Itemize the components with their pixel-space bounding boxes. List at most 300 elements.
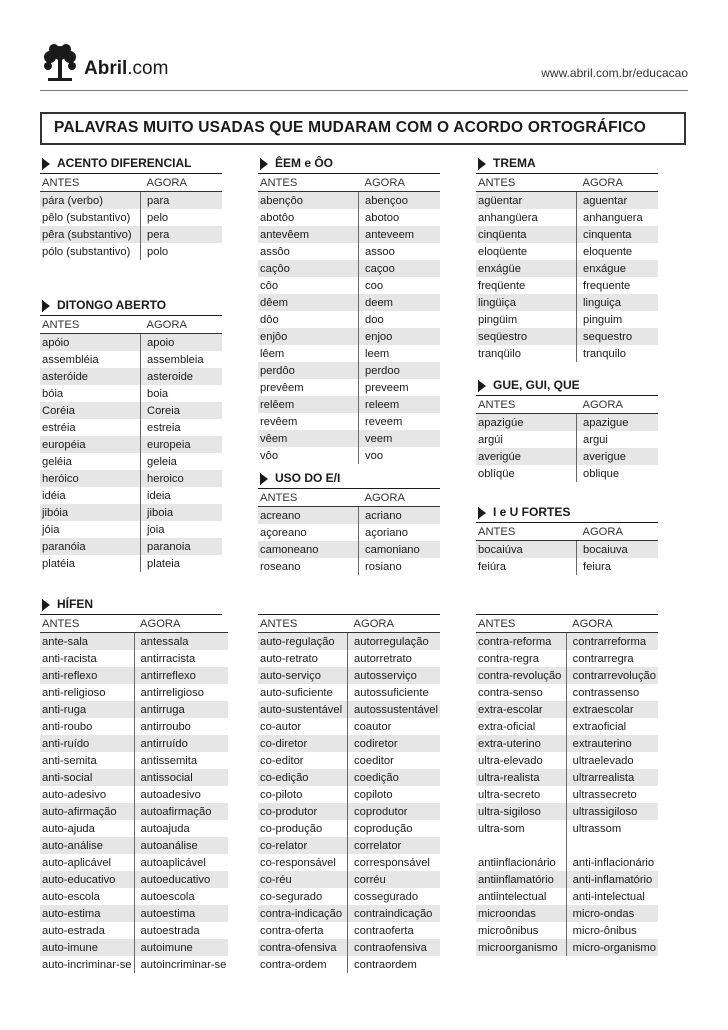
column-header-row — [40, 615, 228, 633]
word-after: autoanálise — [134, 837, 228, 854]
heading-arrow-icon — [260, 158, 268, 170]
word-after: bocaiuva — [577, 541, 659, 559]
column-header-antes: ANTES — [476, 523, 577, 541]
word-after: polo — [141, 243, 223, 260]
word-before: auto-estima — [40, 905, 134, 922]
word-before: pêlo (substantivo) — [42, 211, 131, 224]
word-before: anti-ruído — [40, 735, 134, 752]
word-after: plateia — [141, 555, 223, 572]
table-row — [476, 905, 658, 922]
site-url[interactable]: www.abril.com.br/educacao — [541, 66, 688, 80]
section-heading — [476, 155, 658, 173]
word-before: vôo — [260, 449, 279, 462]
table-row — [476, 431, 658, 448]
word-after: Coreia — [141, 402, 223, 419]
table-row — [258, 803, 440, 820]
word-before: paranóia — [40, 538, 141, 555]
word-after: contraindicação — [348, 905, 440, 922]
word-after: antessala — [134, 633, 228, 651]
word-after: extraoficial — [566, 718, 658, 735]
word-after: coeditor — [348, 752, 440, 769]
section-trema — [476, 155, 658, 362]
word-before: anti-ruga — [40, 701, 134, 718]
word-after: autoeducativo — [134, 871, 228, 888]
word-before: contra-revolução — [476, 667, 566, 684]
section-gue-gui-que — [476, 377, 658, 482]
word-after: assoo — [359, 243, 441, 260]
word-after: preveem — [359, 379, 441, 396]
table-row — [258, 888, 440, 905]
table-row — [40, 419, 222, 436]
section-title: DITONGO ABERTO — [57, 298, 167, 312]
table-row — [258, 447, 440, 464]
column-header-row — [258, 174, 440, 192]
section-hifen-col3 — [476, 614, 658, 956]
column-header-antes: ANTES — [476, 396, 577, 414]
word-table — [258, 174, 440, 464]
table-row — [40, 504, 222, 521]
section-uso-e-i — [258, 470, 440, 575]
word-before: antiinflacionário — [478, 856, 556, 869]
word-after: anti-inflamatório — [566, 871, 658, 888]
table-row — [476, 735, 658, 752]
word-after: autoafirmação — [134, 803, 228, 820]
word-before: contra-senso — [478, 686, 543, 699]
section-title: ÊEM e ÔO — [275, 156, 334, 170]
word-before: antevêem — [258, 226, 359, 243]
column-header-row — [258, 489, 440, 507]
section-heading — [40, 155, 222, 173]
word-after: argui — [577, 431, 659, 448]
word-after: jiboia — [141, 504, 223, 521]
column-header-antes: ANTES — [476, 615, 566, 633]
table-row — [40, 939, 228, 956]
table-row — [476, 541, 658, 559]
table-row — [258, 871, 440, 888]
word-after: antissemita — [134, 752, 228, 769]
table-row — [476, 226, 658, 243]
word-after: geleia — [141, 453, 223, 470]
word-after: antirracista — [134, 650, 228, 667]
word-after: ultrassigiloso — [566, 803, 658, 820]
table-row — [258, 939, 440, 956]
table-row — [40, 735, 228, 752]
word-before: jóia — [42, 523, 60, 536]
word-table — [40, 615, 228, 973]
word-after: antirreflexo — [134, 667, 228, 684]
table-row — [258, 192, 440, 210]
word-before: auto-escola — [42, 890, 100, 903]
table-row — [476, 209, 658, 226]
word-after: contraofensiva — [348, 939, 440, 956]
word-table — [40, 174, 222, 260]
word-after: micro-ondas — [566, 905, 658, 922]
section-heading — [258, 155, 440, 173]
word-after: assembleia — [141, 351, 223, 368]
word-before: auto-regulação — [258, 633, 348, 651]
table-row — [258, 922, 440, 939]
table-row — [40, 905, 228, 922]
section-heading — [476, 377, 658, 395]
word-before: co-produção — [260, 822, 323, 835]
heading-arrow-icon — [42, 158, 50, 170]
word-table — [476, 615, 658, 956]
word-before: apazigúe — [476, 414, 577, 432]
table-row — [40, 650, 228, 667]
word-before: roseano — [260, 560, 301, 573]
table-row — [258, 905, 440, 922]
column-header-row — [258, 615, 440, 633]
heading-arrow-icon — [260, 473, 268, 485]
word-after: paranoia — [141, 538, 223, 555]
word-after: autoescola — [134, 888, 228, 905]
word-before: contra-reforma — [476, 633, 566, 651]
word-after: coautor — [348, 718, 440, 735]
column-header-row — [476, 174, 658, 192]
section-title: GUE, GUI, QUE — [493, 378, 580, 392]
word-after: aguentar — [577, 192, 659, 210]
word-before: ultra-realista — [476, 769, 566, 786]
word-after: antissocial — [134, 769, 228, 786]
table-row — [476, 701, 658, 718]
word-after: coedição — [348, 769, 440, 786]
column-header-antes: ANTES — [476, 174, 577, 192]
table-row — [40, 718, 228, 735]
word-before: ultra-som — [478, 822, 525, 835]
word-after: contraordem — [348, 956, 440, 973]
word-before: extra-uterino — [476, 735, 566, 752]
table-row — [258, 328, 440, 345]
abril-logo[interactable] — [40, 42, 200, 86]
table-row — [258, 430, 440, 447]
word-before: co-relator — [258, 837, 348, 854]
word-after: caçoo — [359, 260, 441, 277]
word-before: eloqüente — [478, 245, 528, 258]
table-row — [258, 294, 440, 311]
table-row — [476, 871, 658, 888]
word-after: extraescolar — [566, 701, 658, 718]
word-before: co-réu — [258, 871, 348, 888]
word-before: averigúe — [476, 448, 577, 465]
table-row — [258, 684, 440, 701]
column-header-antes: ANTES — [258, 489, 359, 507]
word-before: contra-oferta — [260, 924, 324, 937]
word-before: acreano — [258, 507, 359, 525]
word-before: co-produtor — [258, 803, 348, 820]
word-before: microondas — [476, 905, 566, 922]
word-before: anti-racista — [42, 652, 97, 665]
table-row — [258, 820, 440, 837]
section-eem-oo — [258, 155, 440, 464]
word-after: para — [141, 192, 223, 210]
word-before: anti-social — [40, 769, 134, 786]
word-after: tranquilo — [577, 345, 659, 362]
table-row — [476, 345, 658, 362]
table-row — [258, 524, 440, 541]
word-before: auto-incriminar-se — [42, 958, 132, 971]
table-row — [40, 385, 222, 402]
table-row — [258, 837, 440, 854]
word-before: apóio — [40, 334, 141, 352]
word-before: idéia — [42, 489, 66, 502]
word-after: contrarreforma — [566, 633, 658, 651]
table-row — [40, 769, 228, 786]
heading-arrow-icon — [478, 380, 486, 392]
section-title: HÍFEN — [57, 597, 93, 611]
logo-suffix: .com — [127, 58, 169, 79]
column-header-agora: AGORA — [134, 615, 228, 633]
table-row — [476, 837, 658, 854]
word-before: contra-ofensiva — [258, 939, 348, 956]
word-before: contra-regra — [478, 652, 539, 665]
table-row — [40, 368, 222, 385]
word-after: feiura — [577, 558, 659, 575]
table-row — [258, 345, 440, 362]
word-before: prevêem — [260, 381, 304, 394]
word-before: auto-aplicável — [42, 856, 112, 869]
word-before: co-edição — [258, 769, 348, 786]
table-row — [40, 436, 222, 453]
word-after: contraoferta — [348, 922, 440, 939]
word-table — [476, 396, 658, 482]
word-after: cossegurado — [348, 888, 440, 905]
word-after: antirreligioso — [134, 684, 228, 701]
table-row — [258, 541, 440, 558]
heading-arrow-icon — [478, 507, 486, 519]
table-row — [258, 701, 440, 718]
section-heading — [258, 470, 440, 488]
word-after: sequestro — [577, 328, 659, 345]
word-after: coprodução — [348, 820, 440, 837]
table-row — [476, 192, 658, 210]
column-header-agora: AGORA — [359, 174, 441, 192]
word-after: autoaplicável — [134, 854, 228, 871]
word-before: seqüestro — [476, 328, 577, 345]
table-row — [258, 667, 440, 684]
table-row — [476, 667, 658, 684]
table-row — [476, 786, 658, 803]
word-after: antirruga — [134, 701, 228, 718]
word-before: auto-adesivo — [42, 788, 107, 801]
word-after: deem — [359, 294, 441, 311]
word-after: voo — [359, 447, 441, 464]
table-row — [258, 735, 440, 752]
word-after: ultraelevado — [566, 752, 658, 769]
word-before: oblíqüe — [478, 467, 515, 480]
table-row — [40, 684, 228, 701]
word-after: estreia — [141, 419, 223, 436]
word-before: européia — [40, 436, 141, 453]
word-before: revêem — [260, 415, 298, 428]
word-before: pêra (substantivo) — [40, 226, 141, 243]
word-after: micro-ônibus — [566, 922, 658, 939]
word-after: rosiano — [359, 558, 441, 575]
word-after: releem — [359, 396, 441, 413]
word-after: anhanguera — [577, 209, 659, 226]
table-row — [258, 507, 440, 525]
word-after: ultrassecreto — [566, 786, 658, 803]
word-before: cinqüenta — [476, 226, 577, 243]
table-row — [40, 871, 228, 888]
word-before: abençôo — [258, 192, 359, 210]
word-before: co-editor — [260, 754, 304, 767]
word-after: corréu — [348, 871, 440, 888]
word-before: geléia — [42, 455, 72, 468]
table-row — [258, 718, 440, 735]
word-after: autoestima — [134, 905, 228, 922]
page-title: PALAVRAS MUITO USADAS QUE MUDARAM COM O ACORDO ORTOGRÁFICO — [54, 119, 646, 136]
word-before: freqüente — [478, 279, 526, 292]
column-header-antes: ANTES — [40, 174, 141, 192]
table-row — [476, 277, 658, 294]
section-hifen — [40, 596, 227, 973]
word-table — [40, 316, 222, 572]
word-before: feiúra — [478, 560, 506, 573]
heading-arrow-icon — [478, 158, 486, 170]
word-after: ideia — [141, 487, 223, 504]
word-after: abotoo — [359, 209, 441, 226]
word-before: ultra-sigiloso — [476, 803, 566, 820]
column-header-agora: AGORA — [348, 615, 440, 633]
column-header-agora: AGORA — [141, 316, 223, 334]
table-row — [476, 718, 658, 735]
table-row — [476, 650, 658, 667]
word-before: auto-estrada — [42, 924, 105, 937]
word-after: autoincriminar-se — [134, 956, 228, 973]
table-row — [258, 260, 440, 277]
word-after: autorregulação — [348, 633, 440, 651]
table-row — [40, 470, 222, 487]
table-row — [476, 448, 658, 465]
word-after: pelo — [141, 209, 223, 226]
word-before: platéia — [42, 557, 75, 570]
table-row — [258, 311, 440, 328]
word-after: anteveem — [359, 226, 441, 243]
word-after: contrarrevolução — [566, 667, 658, 684]
tree-logo-icon — [40, 42, 80, 84]
word-before: anti-reflexo — [40, 667, 134, 684]
table-row — [476, 558, 658, 575]
table-row — [40, 453, 222, 470]
word-before: heróico — [40, 470, 141, 487]
word-before: açoreano — [260, 526, 307, 539]
column-header-antes: ANTES — [40, 316, 141, 334]
word-before: bóia — [42, 387, 64, 400]
word-after: europeia — [141, 436, 223, 453]
table-row — [40, 351, 222, 368]
table-row — [258, 209, 440, 226]
word-before: co-piloto — [260, 788, 303, 801]
table-row — [258, 633, 440, 651]
word-before: extra-escolar — [476, 701, 566, 718]
column-header-antes: ANTES — [258, 615, 348, 633]
word-after: extrauterino — [566, 735, 658, 752]
table-row — [476, 854, 658, 871]
section-title: USO DO E/I — [275, 471, 341, 485]
table-row — [476, 939, 658, 956]
word-after: camoniano — [359, 541, 441, 558]
word-after: averigue — [577, 448, 659, 465]
word-before: camoneano — [258, 541, 359, 558]
word-before: co-diretor — [258, 735, 348, 752]
word-before: co-segurado — [260, 890, 323, 903]
word-before: assôo — [260, 245, 290, 258]
column-header-agora: AGORA — [577, 523, 659, 541]
table-row — [258, 413, 440, 430]
table-row — [40, 633, 228, 651]
section-i-u-fortes — [476, 504, 658, 575]
table-row — [40, 667, 228, 684]
table-row — [40, 487, 222, 504]
word-before: microônibus — [478, 924, 539, 937]
word-after: contrassenso — [566, 684, 658, 701]
word-after: eloquente — [577, 243, 659, 260]
word-after: correlator — [348, 837, 440, 854]
word-before: contra-ordem — [260, 958, 327, 971]
column-header-agora: AGORA — [577, 174, 659, 192]
word-before: auto-análise — [40, 837, 134, 854]
word-before: pára (verbo) — [40, 192, 141, 210]
column-header-row — [40, 174, 222, 192]
word-before: lingüiça — [476, 294, 577, 311]
word-after: corresponsável — [348, 854, 440, 871]
word-before: extra-oficial — [478, 720, 536, 733]
word-after: pera — [141, 226, 223, 243]
table-row — [258, 226, 440, 243]
table-row — [476, 752, 658, 769]
word-before — [476, 837, 566, 854]
section-title: ACENTO DIFERENCIAL — [57, 156, 192, 170]
word-before: caçôo — [258, 260, 359, 277]
word-after: heroico — [141, 470, 223, 487]
word-after: veem — [359, 430, 441, 447]
word-after: antirruído — [134, 735, 228, 752]
word-after: coprodutor — [348, 803, 440, 820]
table-row — [258, 650, 440, 667]
word-after: leem — [359, 345, 441, 362]
word-after: reveem — [359, 413, 441, 430]
word-after: ultrassom — [566, 820, 658, 837]
column-header-agora: AGORA — [141, 174, 223, 192]
column-header-row — [40, 316, 222, 334]
table-row — [40, 837, 228, 854]
heading-arrow-icon — [42, 599, 50, 611]
word-after: doo — [359, 311, 441, 328]
word-before: agüentar — [476, 192, 577, 210]
word-before: anti-semita — [42, 754, 97, 767]
table-row — [258, 362, 440, 379]
section-heading — [40, 297, 222, 315]
word-after: acriano — [359, 507, 441, 525]
table-row — [476, 414, 658, 432]
word-before: argúi — [478, 433, 503, 446]
word-before: asteróide — [40, 368, 141, 385]
word-before: auto-educativo — [40, 871, 134, 888]
word-table — [476, 174, 658, 362]
table-row — [40, 243, 222, 260]
word-before: assembléia — [42, 353, 99, 366]
table-row — [476, 888, 658, 905]
word-after: ultrarrealista — [566, 769, 658, 786]
word-before: antiintelectual — [478, 890, 547, 903]
table-row — [40, 786, 228, 803]
word-before: vêem — [258, 430, 359, 447]
table-row — [40, 555, 222, 572]
table-row — [476, 769, 658, 786]
word-before: enjôo — [258, 328, 359, 345]
column-header-antes: ANTES — [40, 615, 134, 633]
table-row — [40, 956, 228, 973]
